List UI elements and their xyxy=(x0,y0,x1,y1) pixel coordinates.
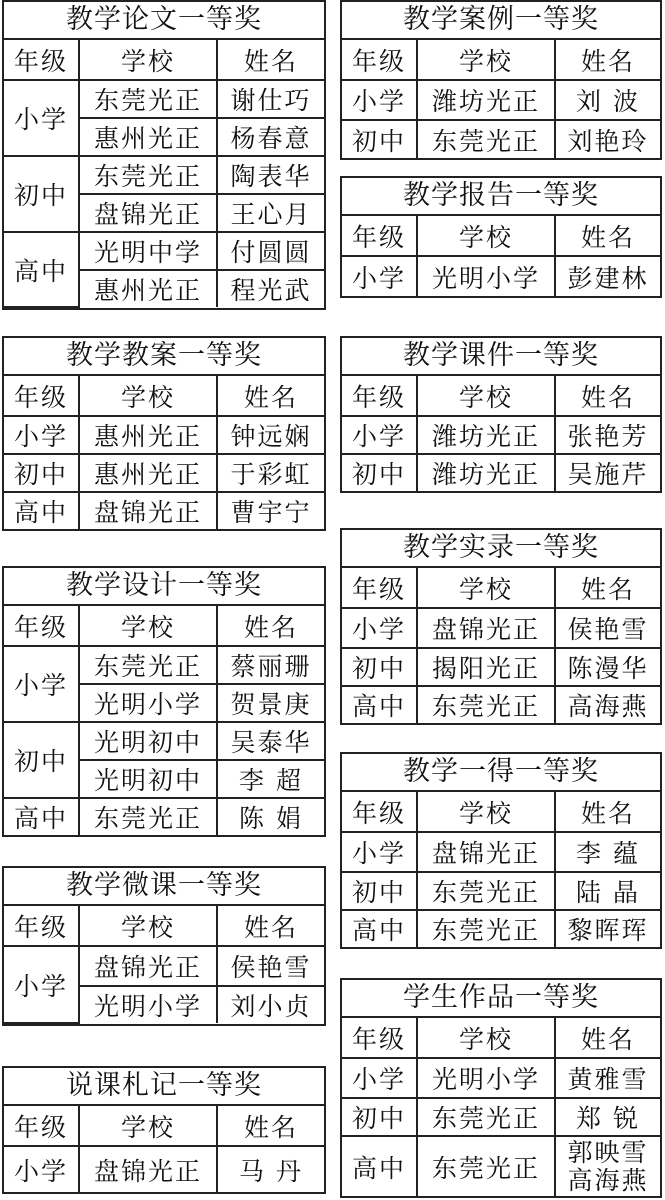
name-cell: 李 超 xyxy=(217,760,324,798)
school-cell: 东莞光正 xyxy=(417,1136,555,1196)
header-name: 姓名 xyxy=(555,216,660,256)
header-name: 姓名 xyxy=(555,1018,660,1058)
header-grade: 年级 xyxy=(4,1106,79,1146)
header-row xyxy=(342,568,660,608)
award-table xyxy=(342,568,660,723)
name-cell: 贺景庚 xyxy=(217,684,324,722)
school-cell: 盘锦光正 xyxy=(417,832,555,872)
school-cell: 惠州光正 xyxy=(79,454,217,492)
header-school: 学校 xyxy=(79,40,217,80)
grade-cell: 初中 xyxy=(342,648,417,686)
name-cell: 王心月 xyxy=(217,194,324,232)
name-cell: 谢仕巧 xyxy=(217,80,324,118)
school-cell: 潍坊光正 xyxy=(417,80,555,120)
award-teaching-report xyxy=(340,176,662,298)
school-cell: 光明中学 xyxy=(79,232,217,270)
award-title: 教学报告一等奖 xyxy=(342,178,660,216)
table-row xyxy=(342,910,660,947)
name-cell: 黄雅雪 xyxy=(555,1058,660,1098)
award-teaching-plan xyxy=(2,336,326,531)
school-cell: 光明小学 xyxy=(417,1058,555,1098)
name-cell: 钟远娴 xyxy=(217,416,324,454)
grade-cell: 初中 xyxy=(4,454,79,492)
name-cell: 蔡丽珊 xyxy=(217,646,324,684)
award-title: 学生作品一等奖 xyxy=(342,980,660,1018)
header-row xyxy=(4,40,324,80)
school-cell: 潍坊光正 xyxy=(417,416,555,454)
grade-cell: 初中 xyxy=(4,722,79,798)
header-name: 姓名 xyxy=(555,792,660,832)
header-row xyxy=(4,1106,324,1146)
award-title: 教学设计一等奖 xyxy=(4,568,324,606)
school-cell: 光明初中 xyxy=(79,722,217,760)
header-grade: 年级 xyxy=(342,216,417,256)
award-title: 教学一得一等奖 xyxy=(342,754,660,792)
header-grade: 年级 xyxy=(342,792,417,832)
header-grade: 年级 xyxy=(342,1018,417,1058)
school-cell: 东莞光正 xyxy=(417,120,555,158)
name-cell: 刘小贞 xyxy=(217,986,324,1023)
name-cell: 杨春意 xyxy=(217,118,324,156)
table-row xyxy=(342,686,660,723)
name-cell: 曹宇宁 xyxy=(217,492,324,529)
school-cell: 盘锦光正 xyxy=(79,1146,217,1192)
grade-cell: 高中 xyxy=(342,686,417,723)
table-row xyxy=(4,156,324,194)
header-name: 姓名 xyxy=(217,1106,324,1146)
school-cell: 东莞光正 xyxy=(417,1098,555,1136)
header-grade: 年级 xyxy=(342,568,417,608)
grade-cell: 小学 xyxy=(4,1146,79,1192)
table-row xyxy=(342,608,660,648)
grade-cell: 高中 xyxy=(342,910,417,947)
header-grade: 年级 xyxy=(4,40,79,80)
school-cell: 光明初中 xyxy=(79,760,217,798)
header-row xyxy=(342,792,660,832)
school-cell: 东莞光正 xyxy=(79,646,217,684)
award-table xyxy=(4,1106,324,1192)
grade-cell: 高中 xyxy=(4,492,79,529)
grade-cell: 初中 xyxy=(342,120,417,158)
name-cell: 吴泰华 xyxy=(217,722,324,760)
award-teaching-design xyxy=(2,566,326,837)
award-teaching-insight xyxy=(340,752,662,949)
table-row xyxy=(342,832,660,872)
header-row xyxy=(342,376,660,416)
table-row xyxy=(4,492,324,529)
table-row xyxy=(4,798,324,835)
award-table xyxy=(342,792,660,947)
table-row xyxy=(342,1058,660,1098)
grade-cell: 小学 xyxy=(4,646,79,722)
school-cell: 惠州光正 xyxy=(79,118,217,156)
name-cell: 于彩虹 xyxy=(217,454,324,492)
grade-cell: 初中 xyxy=(342,454,417,491)
school-cell: 盘锦光正 xyxy=(79,194,217,232)
header-school: 学校 xyxy=(79,906,217,946)
header-name: 姓名 xyxy=(555,568,660,608)
name-cell: 陈 娟 xyxy=(217,798,324,835)
grade-cell: 初中 xyxy=(342,872,417,910)
name-cell: 郑 锐 xyxy=(555,1098,660,1136)
header-row xyxy=(4,606,324,646)
school-cell: 东莞光正 xyxy=(417,872,555,910)
school-cell: 光明小学 xyxy=(79,986,217,1023)
header-school: 学校 xyxy=(417,216,555,256)
table-row xyxy=(342,454,660,491)
school-cell: 光明小学 xyxy=(417,256,555,296)
name-cell: 马 丹 xyxy=(217,1146,324,1192)
name-cell: 陈漫华 xyxy=(555,648,660,686)
table-row xyxy=(4,646,324,684)
award-teaching-paper xyxy=(2,0,326,310)
award-teaching-record xyxy=(340,528,662,725)
school-cell: 盘锦光正 xyxy=(417,608,555,648)
name-cell xyxy=(555,1136,660,1196)
grade-cell: 小学 xyxy=(342,256,417,296)
grade-cell: 初中 xyxy=(342,1098,417,1136)
school-cell: 惠州光正 xyxy=(79,270,217,307)
name-cell: 吴施芹 xyxy=(555,454,660,491)
header-name: 姓名 xyxy=(217,40,324,80)
header-grade: 年级 xyxy=(4,606,79,646)
table-row xyxy=(4,946,324,986)
table-row xyxy=(342,80,660,120)
award-table xyxy=(342,1018,660,1196)
school-cell: 东莞光正 xyxy=(79,80,217,118)
school-cell: 盘锦光正 xyxy=(79,492,217,529)
header-name: 姓名 xyxy=(555,40,660,80)
header-school: 学校 xyxy=(417,568,555,608)
award-title: 教学实录一等奖 xyxy=(342,530,660,568)
table-row xyxy=(4,1146,324,1192)
grade-cell: 小学 xyxy=(4,416,79,454)
header-row xyxy=(342,1018,660,1058)
award-table xyxy=(4,40,324,308)
award-title: 教学课件一等奖 xyxy=(342,338,660,376)
header-school: 学校 xyxy=(79,606,217,646)
award-table xyxy=(342,216,660,296)
school-cell: 揭阳光正 xyxy=(417,648,555,686)
name-line: 高海燕 xyxy=(567,1165,649,1195)
name-cell: 张艳芳 xyxy=(555,416,660,454)
header-grade: 年级 xyxy=(342,376,417,416)
name-cell: 侯艳雪 xyxy=(217,946,324,986)
name-cell: 陆 晶 xyxy=(555,872,660,910)
header-grade: 年级 xyxy=(4,906,79,946)
school-cell: 盘锦光正 xyxy=(79,946,217,986)
header-school: 学校 xyxy=(79,376,217,416)
award-table xyxy=(4,606,324,835)
grade-cell: 初中 xyxy=(4,156,79,232)
award-table xyxy=(342,376,660,491)
grade-cell: 小学 xyxy=(342,608,417,648)
name-line: 郭映雪 xyxy=(567,1137,649,1167)
name-cell: 侯艳雪 xyxy=(555,608,660,648)
award-table xyxy=(4,906,324,1024)
header-grade: 年级 xyxy=(342,40,417,80)
award-title: 教学案例一等奖 xyxy=(342,2,660,40)
grade-cell: 小学 xyxy=(4,946,79,1023)
grade-cell: 高中 xyxy=(342,1136,417,1196)
header-school: 学校 xyxy=(417,1018,555,1058)
table-row xyxy=(342,648,660,686)
table-row xyxy=(342,1098,660,1136)
school-cell: 东莞光正 xyxy=(79,156,217,194)
award-title: 教学论文一等奖 xyxy=(4,2,324,40)
grade-cell: 高中 xyxy=(4,232,79,307)
grade-cell: 小学 xyxy=(4,80,79,156)
header-row xyxy=(342,40,660,80)
grade-cell: 小学 xyxy=(342,832,417,872)
school-cell: 东莞光正 xyxy=(417,686,555,723)
school-cell: 东莞光正 xyxy=(79,798,217,835)
name-cell: 彭建林 xyxy=(555,256,660,296)
header-name: 姓名 xyxy=(217,376,324,416)
grade-cell: 小学 xyxy=(342,1058,417,1098)
table-row xyxy=(342,1136,660,1196)
grade-cell: 小学 xyxy=(342,80,417,120)
school-cell: 光明小学 xyxy=(79,684,217,722)
name-cell: 黎晖珲 xyxy=(555,910,660,947)
award-lesson-notes xyxy=(2,1066,326,1194)
header-name: 姓名 xyxy=(217,906,324,946)
header-name: 姓名 xyxy=(217,606,324,646)
table-row xyxy=(4,80,324,118)
award-teaching-microcourse xyxy=(2,866,326,1026)
header-row xyxy=(342,216,660,256)
award-title: 说课札记一等奖 xyxy=(4,1068,324,1106)
school-cell: 东莞光正 xyxy=(417,910,555,947)
header-name: 姓名 xyxy=(555,376,660,416)
grade-cell: 高中 xyxy=(4,798,79,835)
header-grade: 年级 xyxy=(4,376,79,416)
table-row xyxy=(4,232,324,270)
header-school: 学校 xyxy=(417,792,555,832)
table-row xyxy=(342,120,660,158)
name-cell: 李 蕴 xyxy=(555,832,660,872)
name-cell: 付圆圆 xyxy=(217,232,324,270)
table-row xyxy=(342,416,660,454)
header-row xyxy=(4,906,324,946)
award-title: 教学微课一等奖 xyxy=(4,868,324,906)
table-row xyxy=(342,256,660,296)
table-row xyxy=(4,416,324,454)
name-cell: 陶表华 xyxy=(217,156,324,194)
school-cell: 惠州光正 xyxy=(79,416,217,454)
table-row xyxy=(4,722,324,760)
table-row xyxy=(342,872,660,910)
name-cell: 刘 波 xyxy=(555,80,660,120)
name-cell: 高海燕 xyxy=(555,686,660,723)
award-table xyxy=(4,376,324,529)
header-school: 学校 xyxy=(79,1106,217,1146)
award-table xyxy=(342,40,660,158)
table-row xyxy=(4,454,324,492)
award-title: 教学教案一等奖 xyxy=(4,338,324,376)
award-teaching-courseware xyxy=(340,336,662,493)
header-school: 学校 xyxy=(417,40,555,80)
award-student-works xyxy=(340,978,662,1198)
award-teaching-case xyxy=(340,0,662,160)
header-row xyxy=(4,376,324,416)
name-cell: 刘艳玲 xyxy=(555,120,660,158)
name-cell: 程光武 xyxy=(217,270,324,307)
school-cell: 潍坊光正 xyxy=(417,454,555,491)
grade-cell: 小学 xyxy=(342,416,417,454)
header-school: 学校 xyxy=(417,376,555,416)
